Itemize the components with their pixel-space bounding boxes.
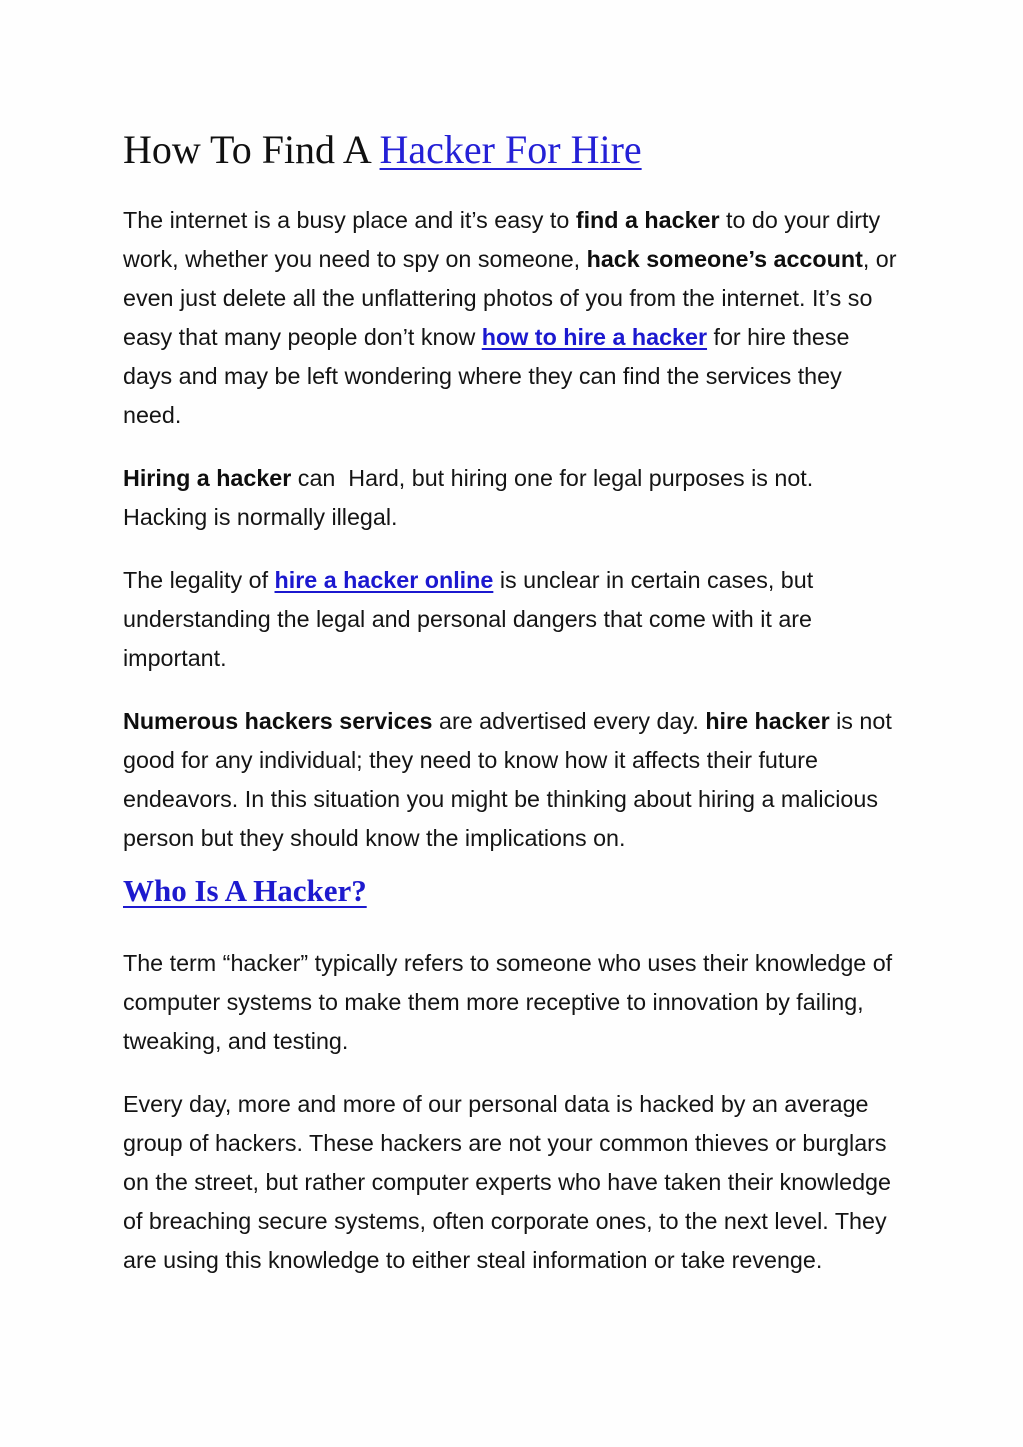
section-heading xyxy=(123,871,898,911)
paragraph xyxy=(123,1085,898,1280)
page-title-text: How To Find A xyxy=(123,127,380,172)
paragraph xyxy=(123,944,898,1061)
title-link-hacker-for-hire[interactable]: Hacker For Hire xyxy=(379,127,642,172)
page-title xyxy=(123,126,898,174)
bold-run: hack someone’s account xyxy=(586,246,863,272)
bold-run: Numerous hackers services xyxy=(123,708,433,734)
text-run: Every day, more and more of our personal data is hacked by an average group of hackers. These hackers are not your common thieves or burglars on the street, but rather computer experts who have taken their knowledge of breaching secure systems, often corporate ones, to the next level. They are using this knowledge to either steal information or take revenge. xyxy=(123,1091,891,1273)
inline-link[interactable]: hire a hacker online xyxy=(274,567,494,593)
text-run: to do your dirty work, whether you need to spy on someone, xyxy=(123,207,881,272)
paragraph xyxy=(123,459,898,537)
text-run: , or even just delete all the unflattering photos of you from the internet. It’s so easy that many people don’t know xyxy=(123,246,897,350)
text-run: can Hard, but hiring one for legal purposes is not. Hacking is normally illegal. xyxy=(123,465,814,530)
bold-run: Hiring a hacker xyxy=(123,465,292,491)
document-content xyxy=(123,0,898,1304)
paragraph xyxy=(123,201,898,435)
text-run: is unclear in certain cases, but understanding the legal and personal dangers that come with it are important. xyxy=(123,567,814,671)
paragraph xyxy=(123,561,898,678)
text-run: The internet is a busy place and it’s easy to xyxy=(123,207,576,233)
bold-run: find a hacker xyxy=(575,207,720,233)
bold-run: hire hacker xyxy=(705,708,830,734)
text-run: is not good for any individual; they need to know how it affects their future endeavors. In this situation you might be thinking about hiring a malicious person but they should know the implications on. xyxy=(123,708,892,851)
text-run: for hire these days and may be left wondering where they can find the services they need. xyxy=(123,324,850,428)
inline-link[interactable]: how to hire a hacker xyxy=(481,324,708,350)
text-run: The legality of xyxy=(123,567,275,593)
paragraph xyxy=(123,702,898,858)
section-heading-link[interactable]: Who Is A Hacker? xyxy=(123,873,367,908)
text-run: are advertised every day. xyxy=(432,708,706,734)
article-body xyxy=(123,201,898,1280)
text-run: The term “hacker” typically refers to someone who uses their knowledge of computer systems to make them more receptive to innovation by failing, tweaking, and testing. xyxy=(123,950,893,1054)
